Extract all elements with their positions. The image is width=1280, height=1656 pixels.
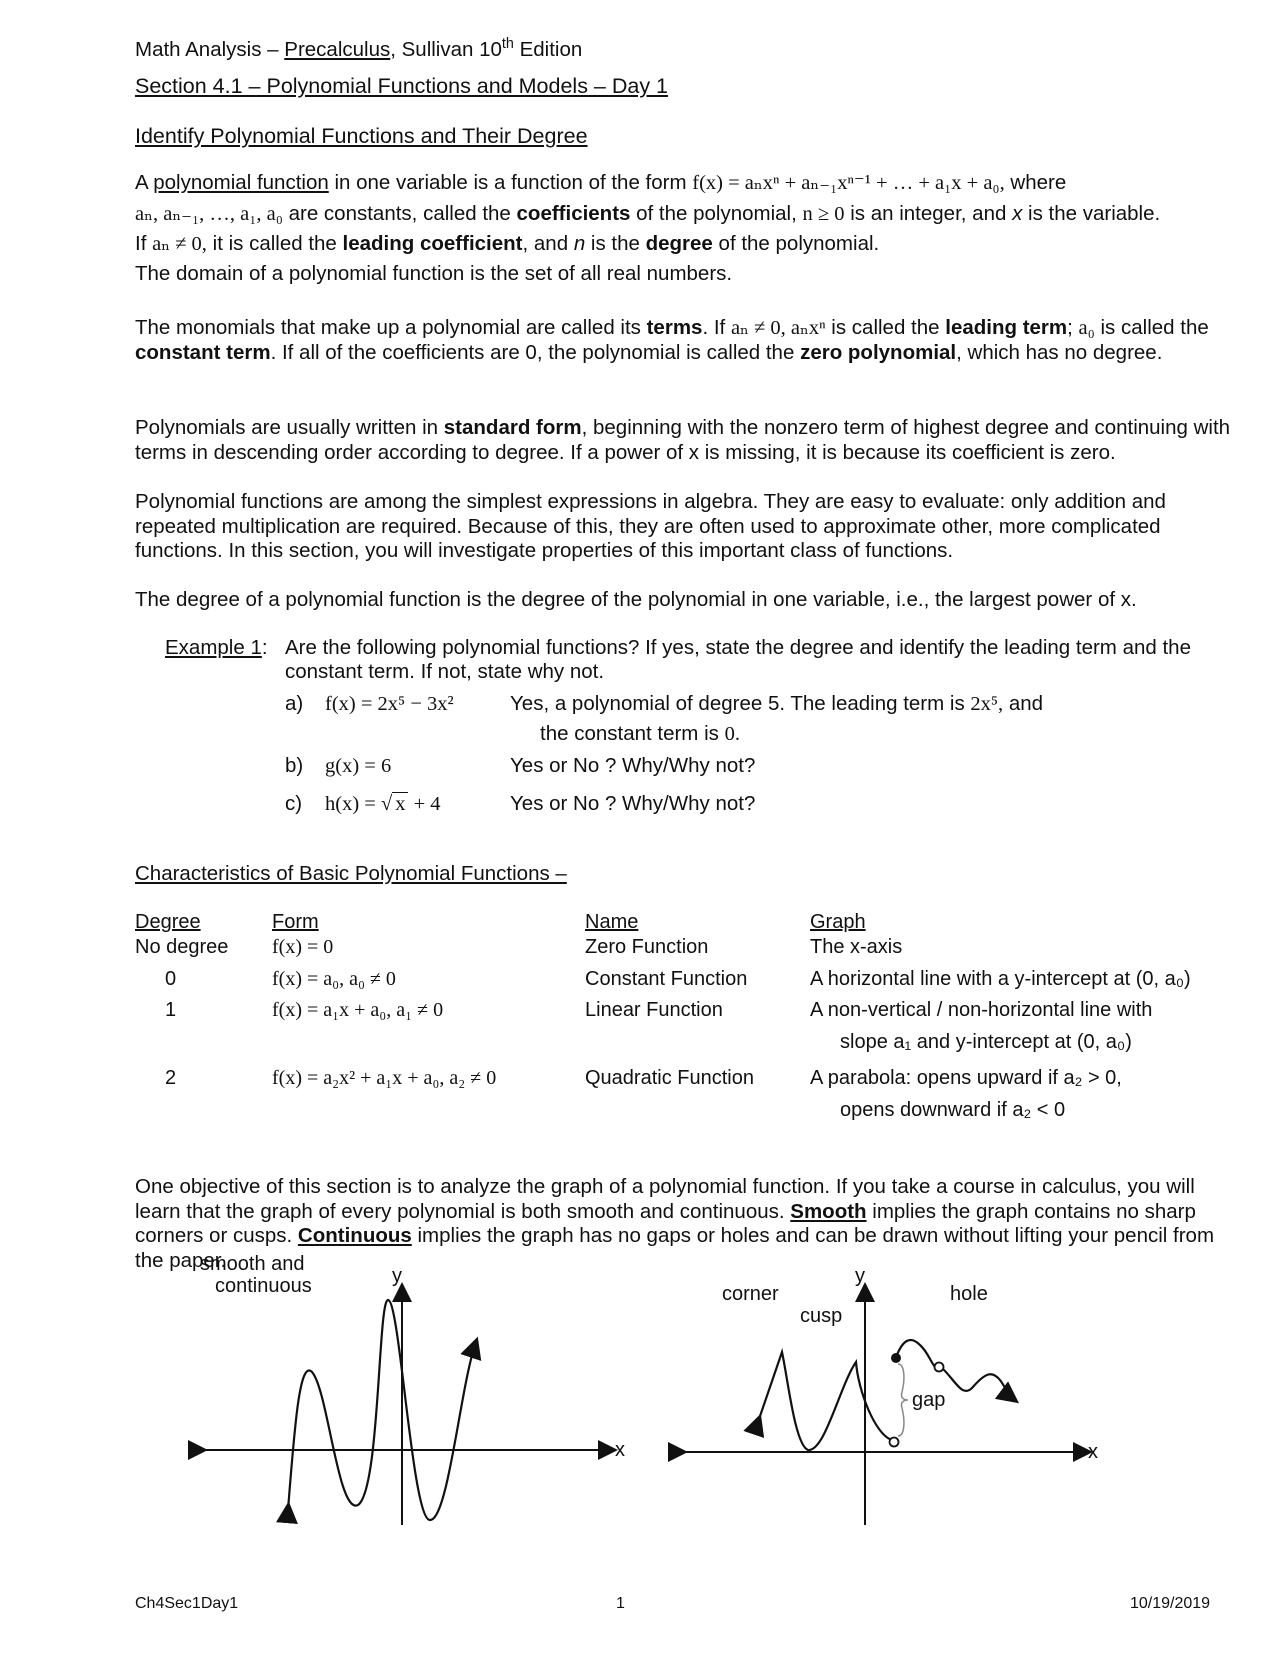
hole-dot-icon xyxy=(935,1363,944,1372)
row-degree: No degree xyxy=(135,936,229,958)
row-name: Zero Function xyxy=(585,936,709,958)
corner-label: corner xyxy=(722,1283,779,1305)
open-dot-icon xyxy=(890,1438,899,1447)
row-degree: 0 xyxy=(165,968,177,990)
row-graph: The x-axis xyxy=(810,936,903,958)
smooth-continuous-graph xyxy=(180,1253,640,1530)
not-smooth-graph xyxy=(670,1265,1100,1530)
footer-date: 10/19/2019 xyxy=(1130,1595,1211,1612)
characteristics-heading: Characteristics of Basic Polynomial Functions – xyxy=(135,862,567,885)
row-graph: A parabola: opens upward if a₂ > 0, xyxy=(810,1067,1122,1089)
smooth-curve xyxy=(288,1300,475,1520)
part-b-answer: Yes or No ? Why/Why not? xyxy=(510,754,756,777)
col-degree: Degree xyxy=(135,911,201,933)
row-form: f(x) = 0 xyxy=(272,936,334,958)
x-label: x xyxy=(615,1439,625,1461)
example-prompt-1: Are the following polynomial functions? If yes, state the degree and identify the leading term and the xyxy=(285,636,1191,659)
y-label: y xyxy=(855,1265,865,1287)
terms-paragraph: The monomials that make up a polynomial are called its terms. If aₙ ≠ 0, aₙxⁿ is called the leading term; a₀ is called the constant term. If all of the coefficients are 0, the polynomial is called the zero polynomial, which has no degree. xyxy=(135,316,1209,364)
definition-line-1: A polynomial function in one variable is a function of the form f(x) = aₙxⁿ + aₙ₋₁xⁿ⁻¹ + … + a₁x + a₀, where xyxy=(135,171,1067,194)
part-a-answer: Yes, a polynomial of degree 5. The leading term is 2x⁵, and xyxy=(510,692,1044,715)
upper-curve xyxy=(895,1340,936,1368)
x-label: x xyxy=(1088,1441,1098,1463)
book-title: Precalculus xyxy=(284,38,391,61)
objective-paragraph: One objective of this section is to analyze the graph of a polynomial function. If you take a course in calculus, you will learn that the graph of every polynomial is both smooth and continuous. Smooth implies the graph contains no sharp corners or cusps. Continuous implies the graph has no gaps or holes and can be drawn without lifting your pencil from the paper. xyxy=(135,1175,1215,1272)
part-b-function: g(x) = 6 xyxy=(325,755,392,777)
gap-brace-icon xyxy=(898,1364,908,1436)
standard-form-paragraph: Polynomials are usually written in standard form, beginning with the nonzero term of highest degree and continuing with terms in descending order according to degree. If a power of x is missing, it is because its coefficient is zero. xyxy=(135,416,1231,464)
gap-label: gap xyxy=(912,1389,946,1411)
row-graph-cont: slope a₁ and y-intercept at (0, a₀) xyxy=(840,1031,1132,1053)
definition-line-3: If aₙ ≠ 0, it is called the leading coefficient, and n is the degree of the polynomial. xyxy=(135,232,880,255)
cusp-curve xyxy=(758,1352,892,1450)
row-graph: A horizontal line with a y-intercept at (0, a₀) xyxy=(810,968,1191,990)
col-form: Form xyxy=(272,911,319,933)
sqrt-icon: √ xyxy=(380,793,393,815)
row-name: Linear Function xyxy=(585,999,723,1021)
row-degree: 2 xyxy=(165,1067,177,1089)
example-label: Example 1: xyxy=(165,636,268,659)
continuous-label: continuous xyxy=(215,1275,312,1297)
part-a-label: a) xyxy=(285,692,304,715)
domain-line: The domain of a polynomial function is the set of all real numbers. xyxy=(135,262,733,285)
row-name: Constant Function xyxy=(585,968,748,990)
part-c-label: c) xyxy=(285,792,303,815)
cusp-label: cusp xyxy=(800,1305,843,1327)
row-graph: A non-vertical / non-horizontal line with xyxy=(810,999,1153,1021)
row-graph-cont: opens downward if a₂ < 0 xyxy=(840,1099,1066,1121)
course-header: Math Analysis – Precalculus, Sullivan 10th Edition xyxy=(135,36,583,61)
wave-curve xyxy=(942,1368,1012,1398)
part-c-answer: Yes or No ? Why/Why not? xyxy=(510,792,756,815)
y-label: y xyxy=(392,1265,402,1287)
definition-line-2: aₙ, aₙ₋₁, …, a₁, a₀ are constants, called the coefficients of the polynomial, n ≥ 0 is an integer, and x is the variable. xyxy=(135,202,1161,225)
row-name: Quadratic Function xyxy=(585,1067,754,1089)
page-number: 1 xyxy=(616,1595,625,1612)
row-form: f(x) = a₀, a₀ ≠ 0 xyxy=(272,968,396,990)
smooth-label: smooth and xyxy=(200,1253,305,1275)
row-form: f(x) = a₁x + a₀, a₁ ≠ 0 xyxy=(272,999,444,1021)
col-graph: Graph xyxy=(810,911,866,933)
row-degree: 1 xyxy=(165,999,177,1021)
part-a-answer-2: the constant term is 0. xyxy=(540,722,740,745)
example-prompt-2: constant term. If not, state why not. xyxy=(285,660,605,683)
part-c-function: h(x) = √ x + 4 xyxy=(325,793,441,815)
simplest-paragraph: Polynomial functions are among the simplest expressions in algebra. They are easy to evaluate: only addition and repeated multiplication are required. Because of this, they are often used to approximate other, more complicated functions. In this section, you will investigate properties of this important class of functions. xyxy=(135,490,1166,563)
footer-left: Ch4Sec1Day1 xyxy=(135,1595,239,1612)
degree-line: The degree of a polynomial function is the degree of the polynomial in one variable, i.e., the largest power of x. xyxy=(135,588,1137,611)
row-form: f(x) = a₂x² + a₁x + a₀, a₂ ≠ 0 xyxy=(272,1067,497,1089)
identify-heading: Identify Polynomial Functions and Their Degree xyxy=(135,124,588,148)
filled-dot-icon xyxy=(891,1353,901,1363)
section-title: Section 4.1 – Polynomial Functions and Models – Day 1 xyxy=(135,74,669,98)
part-b-label: b) xyxy=(285,754,304,777)
part-a-function: f(x) = 2x⁵ − 3x² xyxy=(325,693,454,715)
col-name: Name xyxy=(585,911,639,933)
hole-label: hole xyxy=(950,1283,988,1305)
